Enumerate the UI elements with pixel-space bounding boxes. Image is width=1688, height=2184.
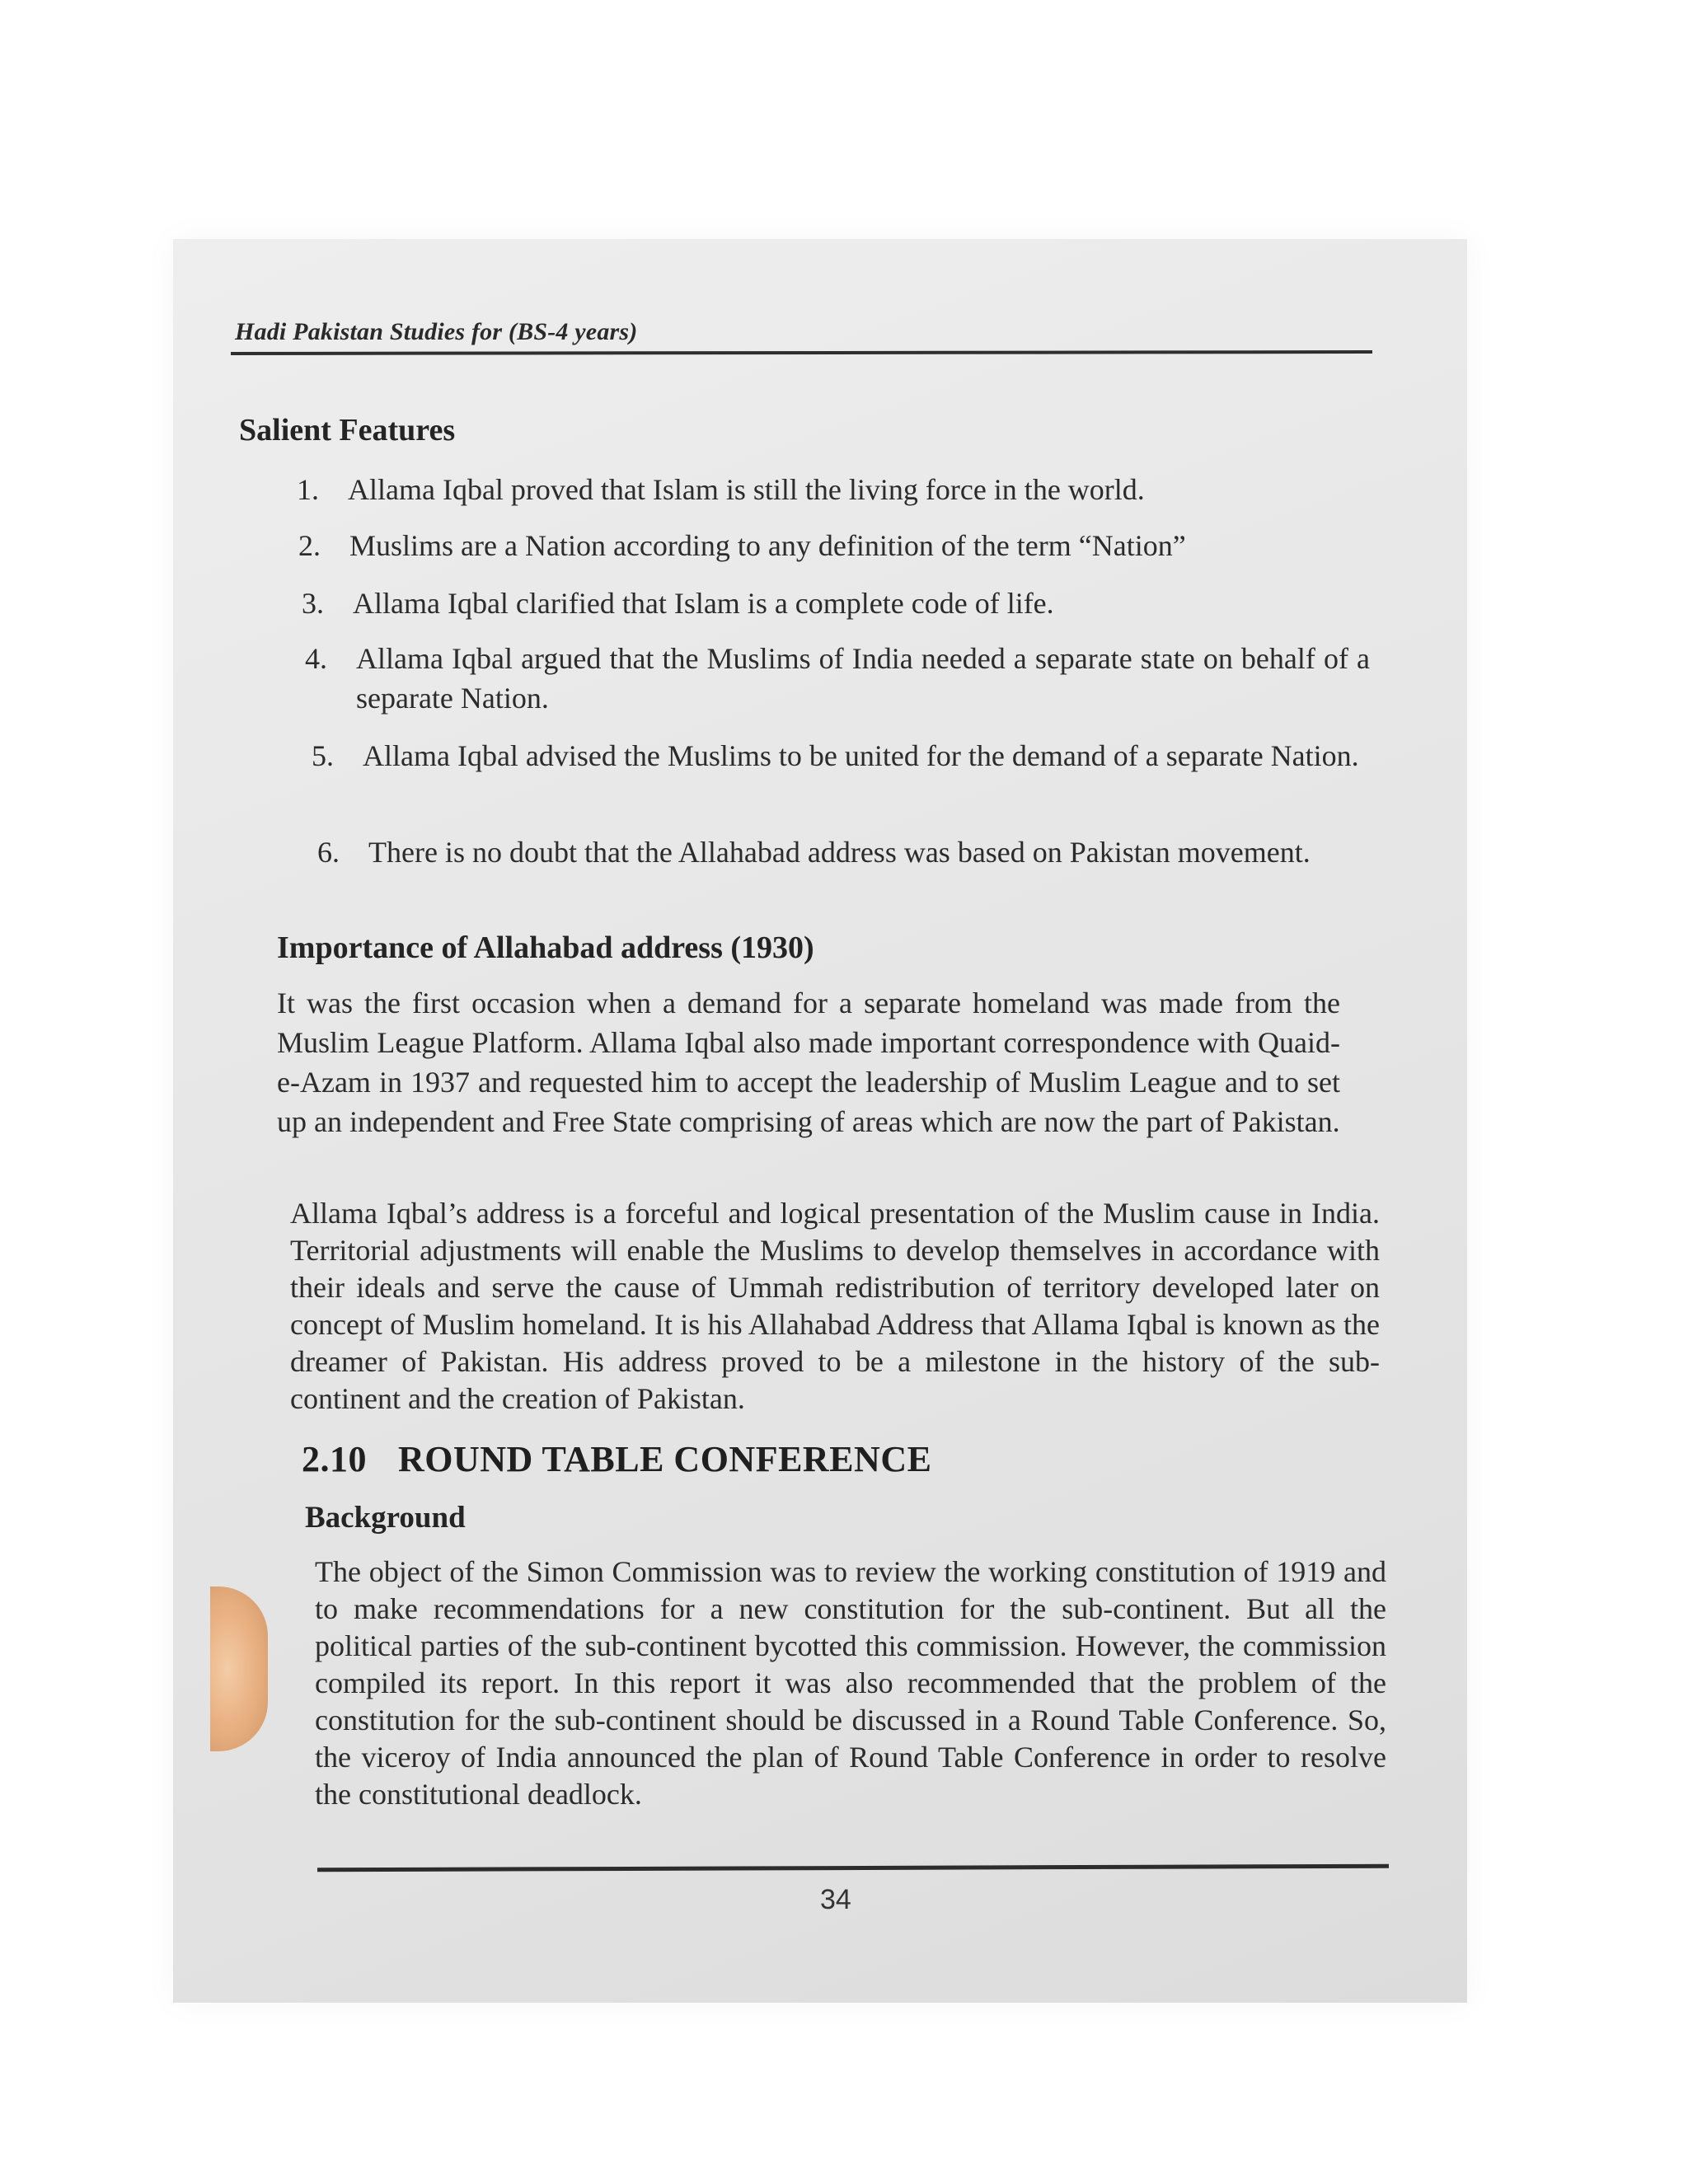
list-item [298,526,1370,565]
section-number: 2.10 [302,1439,367,1479]
header-rule [231,350,1372,355]
list-item [312,736,1383,776]
list-item [302,583,1373,623]
background-heading: Background [305,1501,466,1535]
section-title [302,1438,931,1480]
list-item-text: Allama Iqbal argued that the Muslims of India needed a separate state on behalf of a separate Nation. [356,642,1370,715]
list-item-text: Muslims are a Nation according to any definition of the term “Nation” [349,529,1186,562]
section-title-text: ROUND TABLE CONFERENCE [398,1439,932,1479]
importance-paragraph-2: Allama Iqbal’s address is a forceful and logical presentation of the Muslim cause in India. Territorial adjustments will enable the Muslims to develop themselves in accordance with their ideals and serve the cause of Ummah redistribution of territory developed later on concept of Muslim homeland. It is his Allahabad Address that Allama Iqbal is known as the dreamer of Pakistan. His address proved to be a milestone in the history of the sub-continent and the creation of Pakistan. [290,1197,1380,1415]
list-item [317,832,1389,872]
footer-rule [317,1864,1389,1872]
list-item-number: 5. [312,739,334,772]
salient-features-heading: Salient Features [239,413,456,448]
page-number: 34 [820,1884,851,1915]
importance-paragraph-1: It was the first occasion when a demand for a separate homeland was made from the Muslim League Platform. Allama Iqbal also made important correspondence with Quaid-e-Azam in 1937 and requested him to accept the leadership of Muslim League and to set up an independent and Free State comprising of areas which are now the part of Pakistan. [277,987,1340,1138]
list-item-text: Allama Iqbal proved that Islam is still the living force in the world. [348,473,1145,506]
list-item-text: There is no doubt that the Allahabad address was based on Pakistan movement. [368,836,1311,869]
list-item [305,639,1376,718]
list-item-number: 3. [302,587,324,620]
list-item-number: 6. [317,836,340,869]
background-paragraph: The object of the Simon Commission was to review the working constitution of 1919 and to make recommendations for a new constitution for the sub-continent. But all the political parties of the sub-continent bycotted this commission. However, the commission compiled its report. In this report it was also recommended that the problem of the constitution for the sub-continent should be discussed in a Round Table Conference. So, the viceroy of India announced the plan of Round Table Conference in order to resolve the constitutional deadlock. [315,1555,1386,1811]
list-item-text: Allama Iqbal advised the Muslims to be united for the demand of a separate Nation. [363,739,1359,772]
list-item-text: Allama Iqbal clarified that Islam is a complete code of life. [353,587,1054,620]
list-item-number: 1. [297,473,319,506]
list-item-number: 2. [298,529,321,562]
importance-heading: Importance of Allahabad address (1930) [277,930,814,965]
list-item [297,470,1368,509]
list-item-number: 4. [305,642,327,675]
running-header: Hadi Pakistan Studies for (BS-4 years) [235,318,638,345]
